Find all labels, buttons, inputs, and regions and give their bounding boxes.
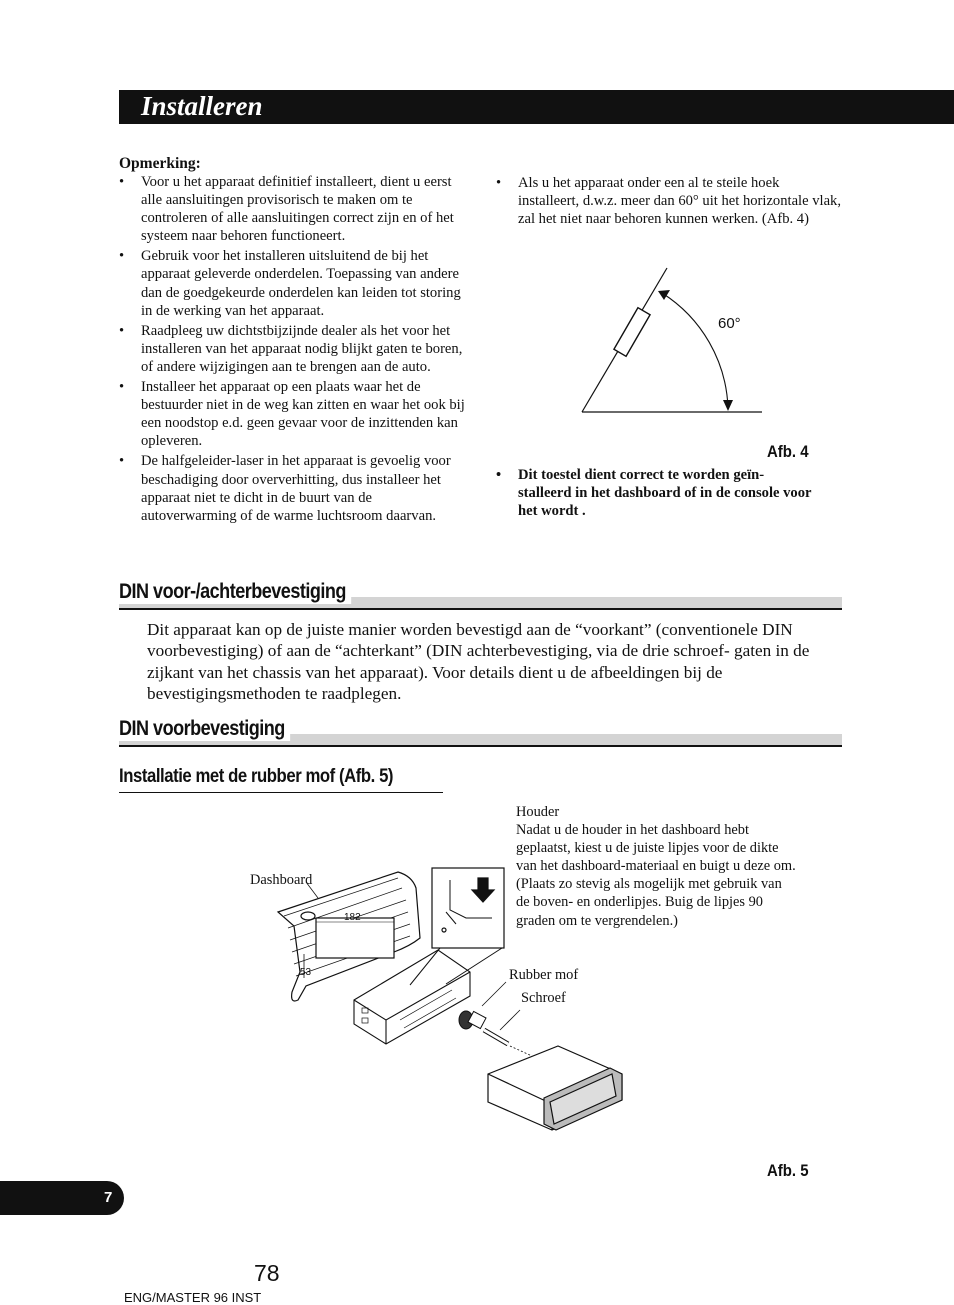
dimension-height-label: 53 (300, 967, 312, 978)
note-heading: Opmerking: (119, 155, 201, 172)
screw-leader-line (500, 1010, 520, 1030)
subheading-rubber-sleeve: Installatie met de rubber mof (Afb. 5) (119, 766, 394, 787)
note-list-item: • Installeer het apparaat op een plaats waar het de bestuurder niet in de weg kan zitten en waar het ook bij een noodstop e.d. geen gevaar voor de inzittenden kan opleveren. (119, 378, 467, 450)
note-list-item: • Voor u het apparaat definitief installeert, dient u eerst alle aansluitingen provisorisch te maken om te controleren of alle aansluitingen correct zijn en of het systeem naar behoren functioneert. (119, 173, 467, 245)
arrowhead-bottom-icon (723, 400, 733, 411)
page-tab-number: 7 (104, 1189, 113, 1206)
subheading-underline (119, 792, 443, 793)
unit-rectangle (614, 308, 650, 357)
note-list-item: • Als u het apparaat onder een al te steile hoek installeert, d.w.z. meer dan 60° uit het horizontale vlak, zal het niet naar behoren kunnen werken. (Afb. 4) (496, 174, 844, 228)
section-heading-rule (119, 608, 842, 610)
section-heading-din-mounting: DIN voor-/achterbevestiging (119, 580, 351, 604)
angle-diagram (570, 262, 770, 422)
bold-note-item: • Dit toestel dient correct te worden geïn- stalleerd in het dashboard of in de console voor het wordt . (496, 466, 816, 520)
bold-note (496, 466, 816, 522)
label-dashboard: Dashboard (250, 872, 313, 888)
note-right-column (496, 174, 844, 230)
section-heading-rule (119, 745, 842, 747)
page-title: Installeren (141, 91, 263, 121)
note-list-left (119, 173, 467, 525)
note-list-item: • De halfgeleider-laser in het apparaat is gevoelig voor beschadiging door oververhitting, dus installeer het apparaat niet te dicht in de buurt van de autoverwarming of de warme luchtsroom daarvan. (119, 452, 467, 524)
label-screw: Schroef (521, 990, 566, 1006)
holder-sleeve (354, 950, 470, 1044)
magnified-tab-inset (432, 868, 504, 948)
dashed-guide-line (510, 1046, 532, 1056)
rubber-bush-and-screw (459, 1011, 508, 1044)
angle-arc (662, 293, 728, 408)
fig4-caption: Afb. 4 (767, 442, 809, 461)
footer-code: ENG/MASTER 96 INST (124, 1290, 262, 1305)
note-list-right (496, 174, 844, 228)
label-holder (516, 803, 798, 930)
label-holder-text: Nadat u de houder in het dashboard hebt geplaatst, kiest u de juiste lipjes voor de dikte van het dashboard-materiaal en buigt u deze om. (Plaats zo stevig als mogelijk met gebruik van de boven- en onderlipjes. Buig de lipjes 90 graden om te vergrendelen.) (516, 822, 796, 929)
dimension-width-label: 182 (344, 912, 361, 923)
note-list-item: • Raadpleeg uw dichtstbijzijnde dealer als het voor het installeren van het apparaat nodig blijkt gaten te boren, of andere wijzigingen aan te brengen aan de auto. (119, 322, 467, 376)
section-heading-din-front: DIN voorbevestiging (119, 717, 290, 741)
arrowhead-top-icon (658, 290, 670, 300)
page-number: 78 (254, 1260, 280, 1286)
fig5-caption: Afb. 5 (767, 1161, 809, 1180)
note-list-item: • Gebruik voor het installeren uitsluitend de bij het apparaat geleverde onderdelen. Toepassing van andere dan de goedgekeurde onderdelen kan leiden tot storing in de werking van het apparaat. (119, 247, 467, 319)
label-holder-title: Houder (516, 804, 560, 820)
head-unit (488, 1046, 622, 1130)
label-rubber-sleeve: Rubber mof (509, 967, 579, 983)
section-paragraph: Dit apparaat kan op de juiste manier worden bevestigd aan de “voorkant” (conventionele DIN voorbevestiging) of aan de “achterkant” (DIN achterbevestiging, via de drie schroef- gaten in de zijkant van het chassis van het apparaat). Voor details dient u de afbeeldingen bij de bevestigingsmethoden te raadplegen. (147, 620, 810, 703)
angle-label: 60° (718, 315, 741, 332)
rubber-leader-line (482, 982, 506, 1006)
note-left-column (119, 155, 467, 527)
